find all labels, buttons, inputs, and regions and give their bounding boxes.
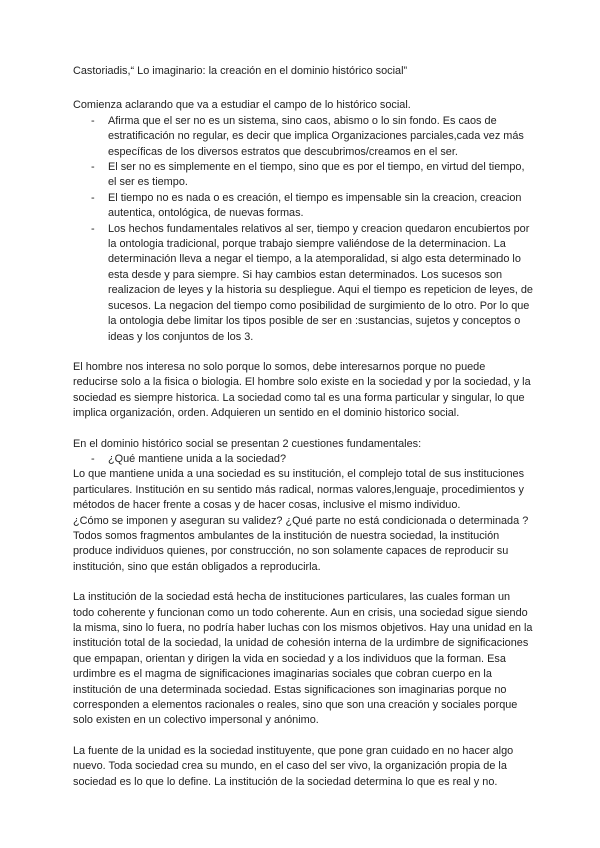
paragraph-hombre: El hombre nos interesa no solo porque lo somos, debe interesarnos porque no puede reducirse solo a la fisica o biologia. El hombre solo existe en la sociedad y por la sociedad, y la sociedad es siempre historica. La sociedad como tal es una forma particular y singular, lo que implica organización, orden. Adquieren un sentido en el dominio historico social.	[73, 360, 531, 420]
bullet-list-question	[73, 452, 533, 467]
list-item: - El ser no es simplemente en el tiempo, sino que es por el tiempo, en virtud del tiempo, el ser es tiempo.	[91, 161, 525, 189]
paragraph-institucion: Lo que mantiene unida a una sociedad es su institución, el complejo total de sus instituciones particulares. Institución en su sentido más radical, normas valores,lenguaje, procedimientos y métodos de hacer frente a cosas y de hacer cosas, inclusive el mismo individuo.	[73, 468, 525, 512]
document-body	[73, 64, 533, 790]
paragraph-instituciones-particulares: La institución de la sociedad está hecha de instituciones particulares, las cuales forman un todo coherente y funcionan como un todo coherente. Aun en crisis, una sociedad sigue siendo la misma, sino lo fuera, no podría haber luchas con los mismos objetivos. Hay una unidad en la institución total de la sociedad, la unidad de cohesión interna de la urdimbre de significaciones que empapan, orientan y dirigen la vida en sociedad y a los individuos que la forman. Esa urdimbre es el magma de significaciones imaginarias sociales que cobran cuerpo en la institución de una determinada sociedad. Estas significaciones son imaginarias porque no corresponden a elementos racionales o reales, sino que son una creación y sociales porque solo existen en un colectivo impersonal y anónimo.	[73, 591, 533, 727]
list-item: - Los hechos fundamentales relativos al ser, tiempo y creacion quedaron encubiertos por la ontologia tradicional, porque trabajo siempre valiéndose de la determinacion. La determinación lleva a negar el tiempo, a la atemporalidad, si algo esta determinado lo esta desde y para siempre. Si hay cambios estan determinados. Los sucesos son realizacion de leyes y la historia su despliegue. Aqui el tiempo es repeticion de leyes, de sucesos. La negacion del tiempo como posibilidad de surgimiento de lo otro. Por lo que la ontologia debe limitar los tipos posible de ser en :sustancias, sujetos y conceptos o ideas y los conjuntos de los 3.	[91, 222, 533, 343]
paragraph-cuestiones: En el dominio histórico social se presentan 2 cuestiones fundamentales:	[73, 437, 422, 450]
list-item: - Afirma que el ser no es un sistema, sino caos, abismo o lo sin fondo. Es caos de estratificación no regular, es decir que implica Organizaciones parciales,cada vez más específicas de los diversos estratos que descubrimos/creamos en el ser.	[91, 114, 524, 158]
paragraph-fuente-unidad: La fuente de la unidad es la sociedad instituyente, que pone gran cuidado en no hacer algo nuevo. Toda sociedad crea su mundo, en el caso del ser vivo, la organización propia de la sociedad es lo que lo define. La institución de la sociedad determina lo que es real y no.	[73, 744, 514, 788]
list-item: - ¿Qué mantiene unida a la sociedad?	[91, 452, 286, 465]
paragraph-validez: ¿Cómo se imponen y aseguran su validez? ¿Qué parte no está condicionada o determinada ? Todos somos fragmentos ambulantes de la institución de nuestra sociedad, la institución produce individuos quienes, por construcción, no son solamente capaces de reproducir su institución, sino que están obligados a reproducirla.	[73, 514, 529, 573]
intro-paragraph: Comienza aclarando que va a estudiar el campo de lo histórico social.	[73, 99, 411, 112]
bullet-list-ontology	[73, 114, 533, 345]
list-item: - El tiempo no es nada o es creación, el tiempo es impensable sin la creacion, creacion autentica, ontológica, de nuevas formas.	[91, 191, 522, 220]
document-title: Castoriadis,“ Lo imaginario: la creación en el dominio histórico social”	[73, 65, 408, 77]
